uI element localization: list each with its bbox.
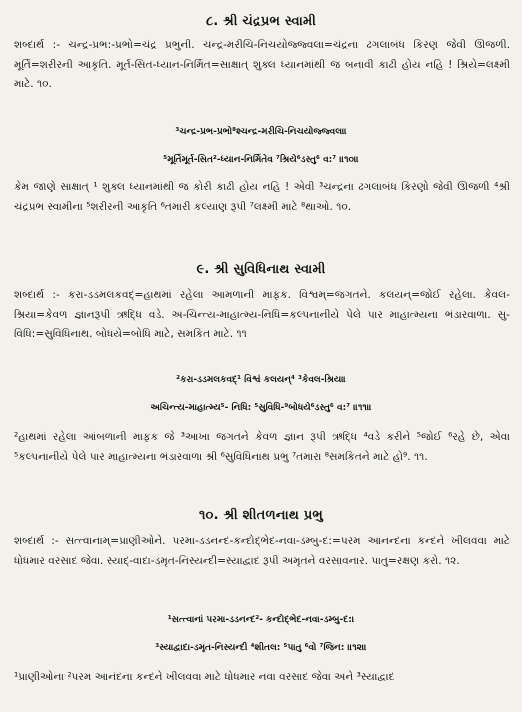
section-10-verse-line-2: ³સ્યાદ્વાદા-ડમૃત-નિસ્યન્દી ⁴શીતલ: ⁵પાતુ ⁶વો ⁷જિન: ॥૧૨॥ [155, 643, 367, 653]
section-9-heading: ૯. શ્રી સુવિધિનાથ સ્વામી [196, 262, 326, 277]
section-9-translation: ²હાથમાં રહેલા આંબળાની માફક જે ³આખા જગતને કેવળ જ્ઞાન રૂપી ઋદ્ધિ ⁴વડે કરીને ⁵જોઈ ⁶રહે છે, એવા ⁵કલ્પનાનીયે પેલે પાર માહાત્મ્યના ભંડારવાળા શ્રી ⁶સુવિધિનાથ પ્રભુ ⁷તમારા ⁸સમકિતને માટે હો⁹. ૧૧. [14, 431, 510, 463]
section-9-verse-line-2: અચિન્ત્ય-માહાત્મ્ય⁵- નિધિ: ⁵સુવિધિ-⁹બોધયે⁶ડસ્તુ⁶ વ:⁷ ॥૧૧॥ [150, 403, 372, 413]
section-8-translation: કેમ જાણે સાક્ષાત્ ¹ શુક્લ ધ્યાનમાંથી જ કોરી કાઢી હોય નહિ ! એવી ³ચન્દ્રના ઢગલાબંધ કિરણો જેવી ઊજળી ⁴શ્રી ચંદ્રપ્રભ સ્વામીના ⁵શરીરની આકૃતિ ⁶તમારી કલ્યાણ રૂપી ⁷લક્ષ્મી માટે ⁸થાઓ. ૧૦. [14, 181, 510, 213]
section-10-heading: ૧૦. શ્રી શીતળનાથ પ્રભુ [198, 508, 323, 523]
section-10-translation: ¹પ્રાણીઓના ²પરમ આનંદના કન્દને ખીલવવા માટે ધોધમાર નવા વરસાદ જેવા અને ³સ્યાદ્વાદ [14, 671, 395, 683]
section-9-glossary: શબ્દાર્થ :- કરા-ડડમલકવદ્=હાથમાં રહેલા આમળાની માફક. વિશ્વમ્=જગતને. કલયન્=જોઈ રહેલા. કેવલ-શ્રિયા=કેવળ જ્ઞાનરૂપી ઋદ્ધિ વડે. અ-ચિન્ત્ય-માહાત્મ્ય-નિધિ=કલ્પનાનીયે પેલે પાર માહાત્મ્યના ભંડારવાળા. સુ-વિધિ:=સુવિધિનાથ. બોધયે=બોધિ માટે, સમકિત માટે. ૧૧ [14, 289, 510, 341]
section-10-verse-line-1: ¹સત્ત્વાનાં પરમા-ડડનન્દ²- કન્દોદ્ભેદ-નવા-ડમ્બુ-દ:। [167, 615, 355, 625]
section-8-verse-line-2: ⁵મૂર્તિમૂર્ત-સિત²-ધ્યાન-નિર્મિતેવ ⁷શ્રિયે⁶ડસ્તુ⁶ વ:⁷ ॥૧૦॥ [163, 155, 359, 165]
section-8-heading: ૮. શ્રી ચંદ્રપ્રભ સ્વામી [205, 14, 317, 29]
section-9-verse-line-1: ²કરા-ડડમલકવદ્¹ વિશ્વં કલયન્⁴ ³કેવલ-શ્રિયા। [176, 375, 346, 385]
section-8-glossary: શબ્દાર્થ :- ચન્દ્ર-પ્રભ:-પ્રભો=ચંદ્ર પ્રભુની. ચન્દ્ર-મરીચિ-નિચયોજ્જ્વલા=ચંદ્રના ઢગલાબંધ કિરણ જેવી ઊજળી. મૂર્તિ=શરીરની આકૃતિ. મૂર્ત-સિત-ધ્યાન-નિર્મિત=સાક્ષાત્ શુક્લ ધ્યાનમાંથી જ બનાવી કાઢી હોય નહિ ! શ્રિયે=લક્ષ્મી માટે. ૧૦. [14, 39, 510, 91]
section-8-verse [0, 118, 522, 174]
section-8-verse-line-1: ³ચન્દ્ર-પ્રભ-પ્રભો⁸શ્ચન્દ્ર-મરીચિ-નિચયોજ્જ્વલા। [175, 127, 347, 137]
section-9-verse [0, 366, 522, 422]
section-10-verse [0, 606, 522, 662]
section-10-glossary: શબ્દાર્થ :- સત્ત્વાનામ્=પ્રાણીઓને. પરમા-ડડનન્દ-કન્દોદ્ભેદ-નવા-ડમ્બુ-દ:=પરમ આનન્દના કન્દને ખીલવવા માટે ધોધમાર વરસાદ જેવા. સ્યાદ્-વાદા-ડમૃત-નિસ્યન્દી=સ્યાદ્વાદ રૂપી અમૃતને વરસાવનાર. પાતુ=રક્ષણ કરો. ૧૨. [14, 535, 510, 567]
